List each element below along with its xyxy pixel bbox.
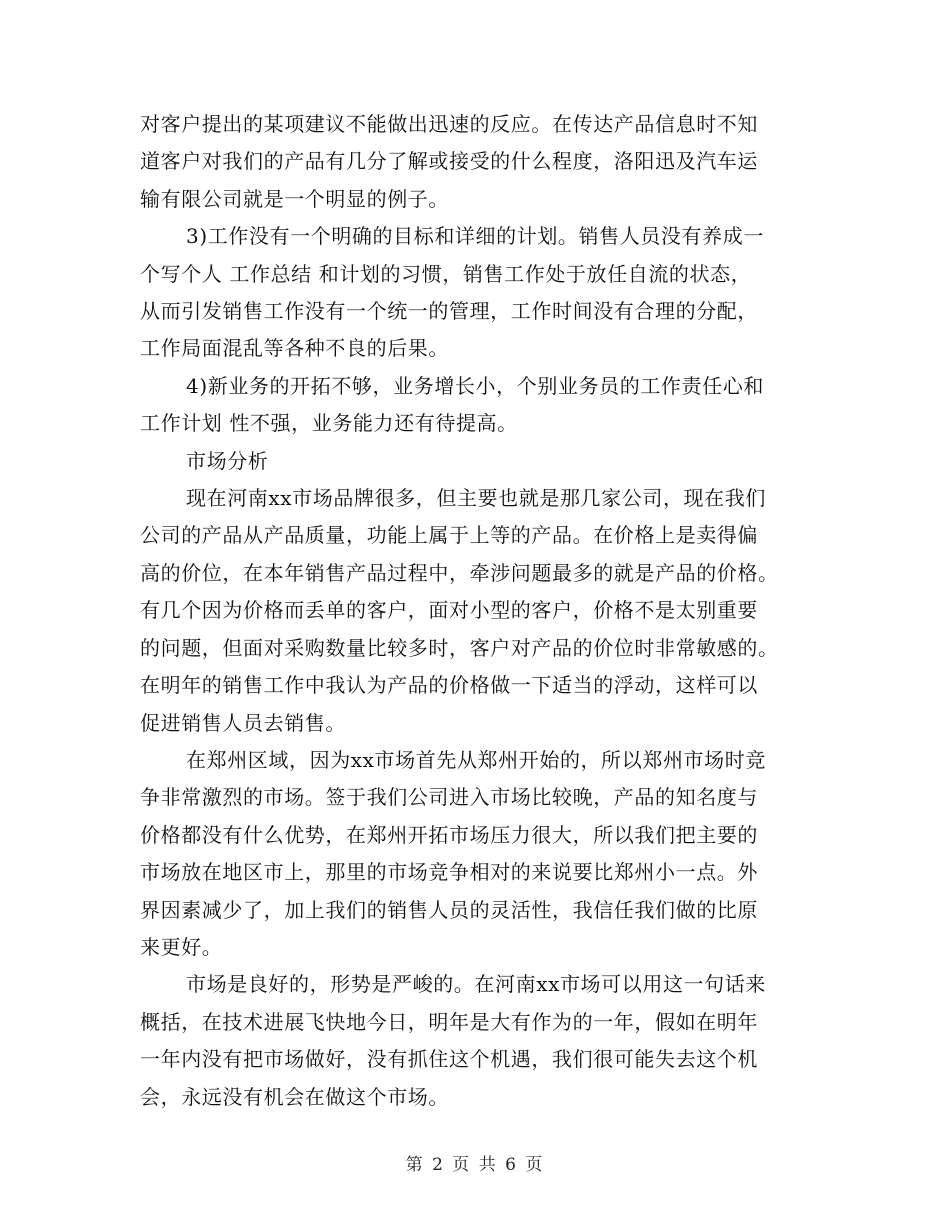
text-line: 高的价位，在本年销售产品过程中，牵涉问题最多的就是产品的价格。 xyxy=(140,560,779,585)
text-line: 3)工作没有一个明确的目标和详细的计划。销售人员没有养成一 xyxy=(186,224,764,249)
paragraph xyxy=(140,480,820,742)
text-line: 现在河南xx市场品牌很多，但主要也就是那几家公司，现在我们 xyxy=(186,486,766,511)
text-line: 个写个人 工作总结 和计划的习惯，销售工作处于放任自流的状态， xyxy=(140,261,752,286)
text-line: 市场是良好的，形势是严峻的。在河南xx市场可以用这一句话来 xyxy=(186,972,766,997)
paragraph xyxy=(140,368,820,443)
paragraph xyxy=(140,106,820,218)
text-line: 在明年的销售工作中我认为产品的价格做一下适当的浮动，这样可以 xyxy=(140,673,758,698)
text-line: 来更好。 xyxy=(140,934,223,959)
text-line: 的问题，但面对采购数量比较多时，客户对产品的价位时非常敏感的。 xyxy=(140,635,779,660)
text-line: 工作计划 性不强，业务能力还有待提高。 xyxy=(140,411,518,436)
paragraph xyxy=(140,742,820,966)
text-line: 一年内没有把市场做好，没有抓住这个机遇，我们很可能失去这个机 xyxy=(140,1047,758,1072)
text-line: 工作局面混乱等各种不良的后果。 xyxy=(140,336,449,361)
document-body xyxy=(140,106,820,1116)
paragraph xyxy=(140,443,820,480)
text-line: 对客户提出的某项建议不能做出迅速的反应。在传达产品信息时不知 xyxy=(140,112,758,136)
text-line: 争非常激烈的市场。签于我们公司进入市场比较晚，产品的知名度与 xyxy=(140,785,758,810)
text-line: 4)新业务的开拓不够，业务增长小，个别业务员的工作责任心和 xyxy=(186,373,764,398)
text-line: 市场放在地区市上，那里的市场竞争相对的来说要比郑州小一点。外 xyxy=(140,860,758,885)
page-number-footer: 第 2 页 共 6 页 xyxy=(405,1155,545,1175)
text-line: 在郑州区域，因为xx市场首先从郑州开始的，所以郑州市场时竞 xyxy=(186,747,766,772)
text-line: 公司的产品从产品质量，功能上属于上等的产品。在价格上是卖得偏 xyxy=(140,523,758,548)
text-line: 概括，在技术进展飞快地今日，明年是大有作为的一年，假如在明年 xyxy=(140,1009,758,1034)
text-line: 道客户对我们的产品有几分了解或接受的什么程度，洛阳迅及汽车运 xyxy=(140,149,758,174)
text-line: 从而引发销售工作没有一个统一的管理，工作时间没有合理的分配， xyxy=(140,299,758,324)
text-line: 输有限公司就是一个明显的例子。 xyxy=(140,186,449,211)
text-line: 有几个因为价格而丢单的客户，面对小型的客户，价格不是太别重要 xyxy=(140,598,758,623)
text-line: 会，永远没有机会在做这个市场。 xyxy=(140,1084,449,1109)
text-line: 促进销售人员去销售。 xyxy=(140,710,346,735)
paragraph xyxy=(140,966,820,1116)
text-line: 市场分析 xyxy=(186,448,269,473)
text-line: 价格都没有什么优势，在郑州开拓市场压力很大，所以我们把主要的 xyxy=(140,822,758,847)
paragraph xyxy=(140,218,820,368)
text-line: 界因素减少了，加上我们的销售人员的灵活性，我信任我们做的比原 xyxy=(140,897,758,922)
